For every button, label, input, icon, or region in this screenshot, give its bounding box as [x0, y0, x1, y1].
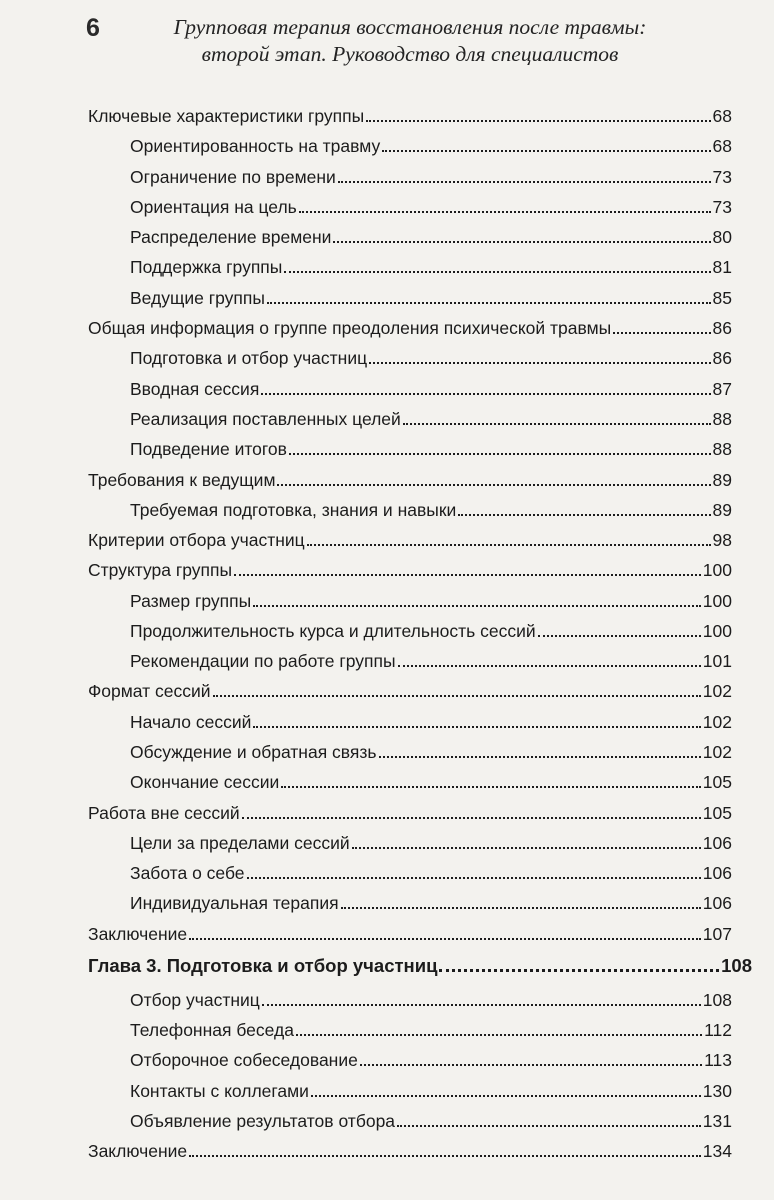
- toc-entry-page: 89: [712, 470, 732, 490]
- toc-entry: [130, 979, 732, 1011]
- toc-entry-title: Продолжительность курса и длительность сессий: [130, 621, 536, 641]
- dot-leader: [234, 574, 701, 576]
- toc-entry-title: Обсуждение и обратная связь: [130, 742, 377, 762]
- toc-entry: [130, 701, 732, 733]
- toc-entry-title: Формат сессий: [88, 681, 211, 701]
- dot-leader: [379, 756, 701, 758]
- dot-leader: [242, 817, 701, 819]
- toc-entry-page: 105: [702, 772, 732, 792]
- toc-entry-title: Цели за пределами сессий: [130, 833, 350, 853]
- toc-entry: [130, 156, 732, 188]
- dot-leader: [261, 393, 710, 395]
- toc-entry-title: Подведение итогов: [130, 439, 287, 459]
- dot-leader: [281, 786, 701, 788]
- toc-entry-page: 106: [702, 833, 732, 853]
- toc-entry-title: Окончание сессии: [130, 772, 280, 792]
- toc-entry: [130, 731, 732, 763]
- dot-leader: [189, 938, 701, 940]
- dot-leader: [458, 514, 710, 516]
- toc-entry: [88, 95, 732, 127]
- dot-leader: [299, 211, 711, 213]
- toc-entry: [130, 852, 732, 884]
- toc-entry-title: Работа вне сессий: [88, 803, 240, 823]
- toc-entry-page: 73: [712, 197, 732, 217]
- toc-entry: [130, 1100, 732, 1132]
- toc-entry: [130, 398, 732, 430]
- dot-leader: [277, 484, 710, 486]
- toc-entry-title: Общая информация о группе преодоления психической травмы: [88, 318, 612, 338]
- dot-leader: [262, 1004, 701, 1006]
- toc-entry-page: 101: [702, 651, 732, 671]
- toc-entry: [130, 761, 732, 793]
- toc-entry-title: Ограничение по времени: [130, 167, 336, 187]
- toc-entry-title: Ориентированность на травму: [130, 136, 381, 156]
- toc-entry: [88, 307, 732, 339]
- toc-entry-page: 134: [702, 1141, 732, 1161]
- toc-entry-page: 112: [704, 1020, 732, 1040]
- toc-entry-title: Размер группы: [130, 591, 252, 611]
- toc-entry: [130, 428, 732, 460]
- toc-entry: [130, 337, 732, 369]
- page-number: 6: [86, 14, 100, 42]
- toc-entry-title: Вводная сессия: [130, 379, 260, 399]
- toc-entry-page: 88: [712, 409, 732, 429]
- toc-entry: [130, 186, 732, 218]
- toc-entry-page: 100: [702, 621, 732, 641]
- toc-entry-page: 86: [712, 318, 732, 338]
- dot-leader: [284, 271, 710, 273]
- toc-entry: [130, 640, 732, 672]
- toc-entry-title: Индивидуальная терапия: [130, 893, 339, 913]
- toc-entry: [88, 913, 732, 945]
- toc-entry-title: Объявление результатов отбора: [130, 1111, 396, 1131]
- toc-entry-page: 106: [702, 893, 732, 913]
- toc-entry-page: 100: [702, 591, 732, 611]
- running-head: [130, 14, 690, 68]
- toc-entry-title: Критерии отбора участниц: [88, 530, 305, 550]
- toc-chapter-entry: [88, 945, 752, 977]
- toc-entry-title: Заключение: [88, 1141, 188, 1161]
- dot-leader: [382, 150, 710, 152]
- toc-entry: [88, 1130, 732, 1162]
- toc-entry-page: 106: [702, 863, 732, 883]
- toc-entry-page: 87: [712, 379, 732, 399]
- toc-entry-title: Реализация поставленных целей: [130, 409, 401, 429]
- toc-entry-page: 81: [712, 257, 732, 277]
- toc-entry: [88, 670, 732, 702]
- toc-entry-page: 68: [712, 136, 732, 156]
- dot-leader: [253, 726, 700, 728]
- toc-entry: [130, 368, 732, 400]
- toc-entry: [88, 549, 732, 581]
- toc-entry-title: Распределение времени: [130, 227, 332, 247]
- toc-entry-page: 102: [702, 681, 732, 701]
- toc-entry: [130, 489, 732, 521]
- toc-entry-page: 102: [702, 742, 732, 762]
- toc-entry: [88, 459, 732, 491]
- dot-leader: [307, 544, 711, 546]
- dot-leader: [253, 605, 701, 607]
- toc-entry-page: 85: [712, 288, 732, 308]
- running-head-line-1: Групповая терапия восстановления после травмы:: [173, 15, 647, 39]
- dot-leader: [397, 1125, 701, 1127]
- toc-entry-title: Забота о себе: [130, 863, 245, 883]
- toc-entry: [130, 580, 732, 612]
- toc-entry-title: Рекомендации по работе группы: [130, 651, 396, 671]
- toc-entry-page: 130: [702, 1081, 732, 1101]
- dot-leader: [267, 302, 711, 304]
- toc-entry: [130, 277, 732, 309]
- toc-entry-page: 86: [712, 348, 732, 368]
- toc-entry: [88, 792, 732, 824]
- dot-leader: [341, 907, 701, 909]
- dot-leader: [333, 241, 710, 243]
- toc-entry: [130, 246, 732, 278]
- toc-entry-page: 105: [702, 803, 732, 823]
- dot-leader: [189, 1155, 701, 1157]
- toc-entry: [130, 216, 732, 248]
- toc-entry-title: Заключение: [88, 924, 188, 944]
- dot-leader: [366, 120, 710, 122]
- dot-leader: [538, 635, 701, 637]
- dot-leader: [398, 665, 701, 667]
- toc-entry: [130, 1070, 732, 1102]
- toc-entry-page: 108: [721, 955, 752, 976]
- toc-entry-title: Отборочное собеседование: [130, 1050, 358, 1070]
- running-head-line-2: второй этап. Руководство для специалистов: [201, 42, 619, 66]
- toc-entry: [130, 125, 732, 157]
- toc-entry: [130, 1009, 732, 1041]
- toc-entry-title: Контакты с коллегами: [130, 1081, 309, 1101]
- dot-leader: [439, 969, 719, 972]
- dot-leader: [403, 423, 711, 425]
- toc-entry-title: Телефонная беседа: [130, 1020, 294, 1040]
- toc-entry: [88, 519, 732, 551]
- dot-leader: [360, 1064, 702, 1066]
- toc-entry-title: Поддержка группы: [130, 257, 283, 277]
- dot-leader: [613, 332, 710, 334]
- toc-entry-page: 88: [712, 439, 732, 459]
- dot-leader: [369, 362, 710, 364]
- dot-leader: [213, 695, 701, 697]
- toc-entry-page: 107: [702, 924, 732, 944]
- toc-entry-title: Глава 3. Подготовка и отбор участниц: [88, 955, 438, 976]
- dot-leader: [338, 181, 711, 183]
- toc-entry-title: Ключевые характеристики группы: [88, 106, 365, 126]
- toc-entry-page: 68: [712, 106, 732, 126]
- toc-entry-title: Структура группы: [88, 560, 233, 580]
- dot-leader: [296, 1034, 702, 1036]
- toc-entry-title: Ориентация на цель: [130, 197, 297, 217]
- toc-entry-title: Отбор участниц: [130, 990, 260, 1010]
- toc-entry-title: Ведущие группы: [130, 288, 265, 308]
- toc-entry-page: 89: [712, 500, 732, 520]
- toc-entry-page: 73: [712, 167, 732, 187]
- toc-entry: [130, 610, 732, 642]
- dot-leader: [352, 847, 701, 849]
- toc-entry-page: 98: [712, 530, 732, 550]
- dot-leader: [289, 453, 711, 455]
- toc-entry-page: 113: [704, 1050, 732, 1070]
- toc-entry-title: Начало сессий: [130, 712, 252, 732]
- toc-entry-page: 80: [712, 227, 732, 247]
- toc-entry: [130, 822, 732, 854]
- toc-entry-title: Подготовка и отбор участниц: [130, 348, 368, 368]
- toc-entry-page: 100: [702, 560, 732, 580]
- toc-entry: [130, 1039, 732, 1071]
- dot-leader: [311, 1095, 701, 1097]
- toc-entry-page: 131: [702, 1111, 732, 1131]
- toc-entry-title: Требуемая подготовка, знания и навыки: [130, 500, 457, 520]
- toc-entry: [130, 882, 732, 914]
- toc-entry-page: 108: [702, 990, 732, 1010]
- toc-entry-page: 102: [702, 712, 732, 732]
- dot-leader: [247, 877, 701, 879]
- toc-entry-title: Требования к ведущим: [88, 470, 276, 490]
